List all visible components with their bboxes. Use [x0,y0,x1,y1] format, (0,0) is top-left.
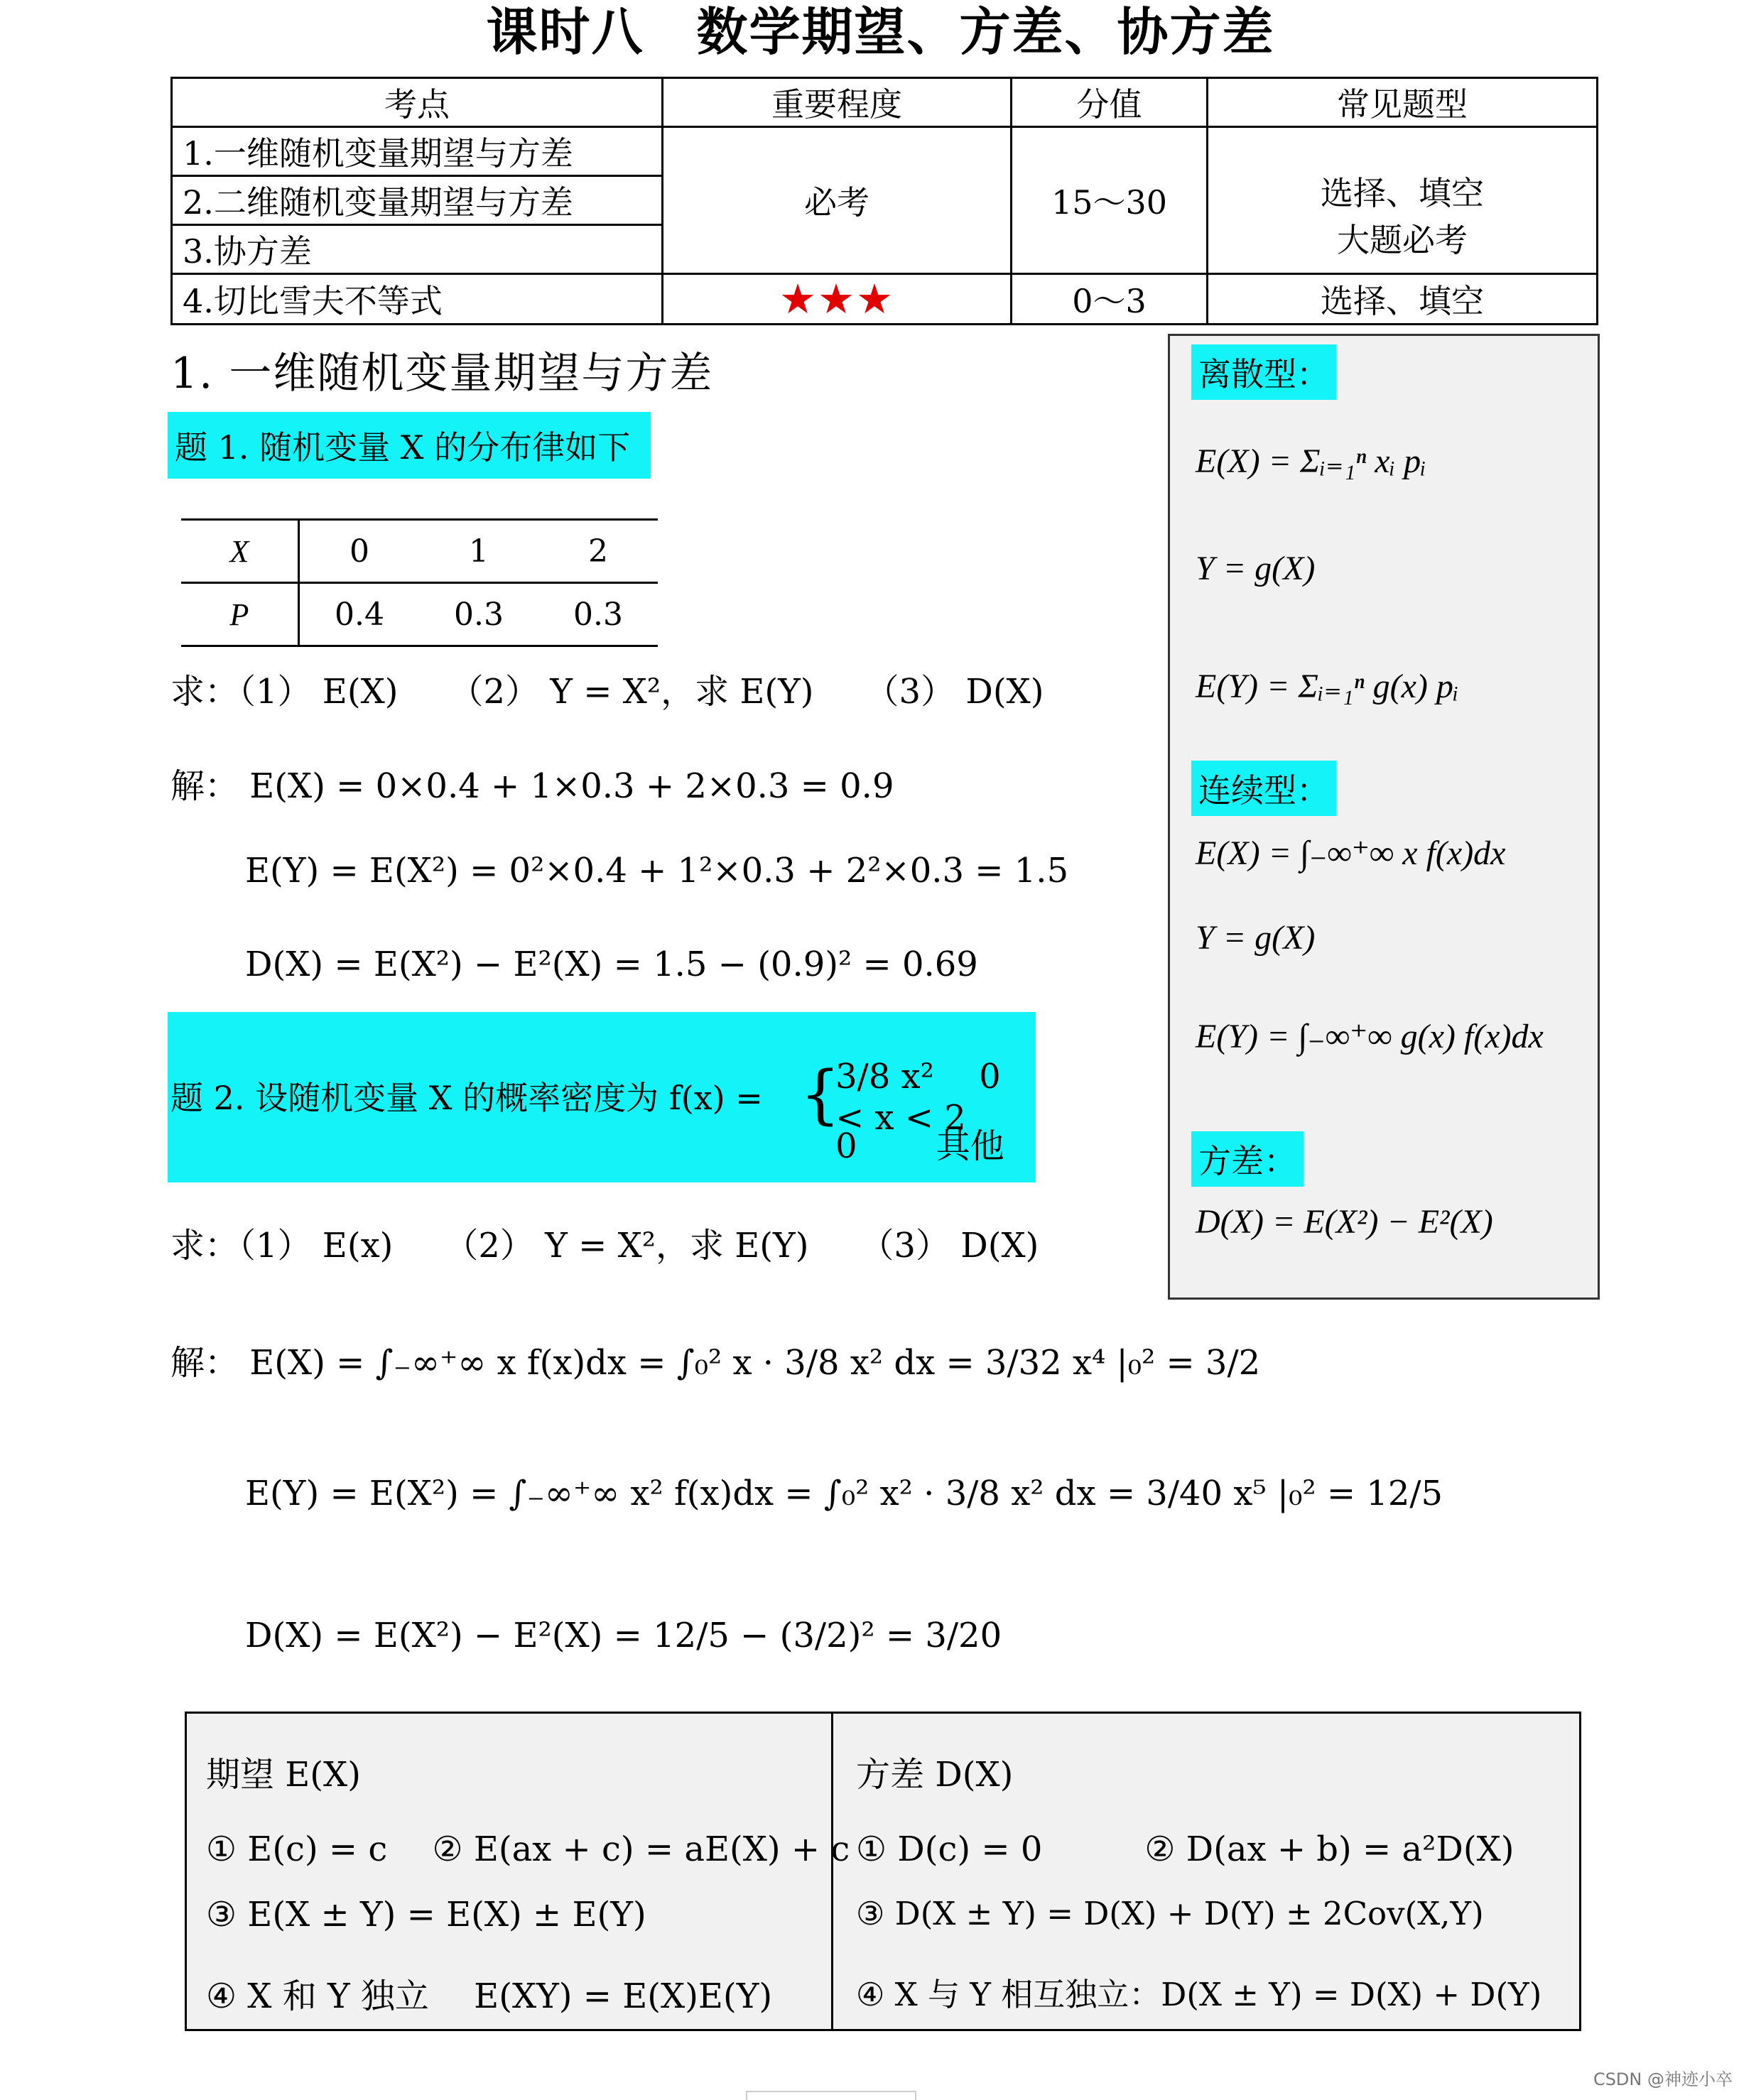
topic-cell: 1.一维随机变量期望与方差 [172,127,663,176]
variance-property: ④ X 与 Y 相互独立：D(X ± Y) = D(X) + D(Y) [856,1976,1542,2013]
discrete-formula-1: E(X) = Σᵢ₌₁ⁿ xᵢ pᵢ [1196,442,1426,480]
table-row [181,583,658,646]
expectation-property: ④ X 和 Y 独立 E(XY) = E(X)E(Y) [206,1976,773,2016]
section-heading: 1. 一维随机变量期望与方差 [170,349,714,398]
expectation-property: ① E(c) = c ② E(ax + c) = aE(X) + c [206,1829,850,1869]
question-1-solution-3: D(X) = E(X²) − E²(X) = 1.5 − (0.9)² = 0.69 [245,945,978,984]
question-2-ask: 求：（1） E(x) （2） Y = X²，求 E(Y) （3） D(X) [170,1226,1039,1266]
expectation-property: ③ E(X ± Y) = E(X) ± E(Y) [206,1895,646,1935]
variance-property: ③ D(X ± Y) = D(X) + D(Y) ± 2Cov(X,Y) [856,1895,1484,1932]
variance-property: ① D(c) = 0 ② D(ax + b) = a²D(X) [856,1829,1515,1869]
table-row [172,78,1598,127]
discrete-formula-3: E(Y) = Σᵢ₌₁ⁿ g(x) pᵢ [1196,668,1459,705]
types-line: 大题必考 [1337,221,1468,259]
expectation-title: 期望 E(X) [206,1755,361,1795]
continuous-formula-2: Y = g(X) [1196,919,1316,957]
page-edge [746,2091,916,2100]
piecewise-brace-icon: { [800,1057,841,1132]
question-1-label: 题 1. 随机变量 X 的分布律如下 [168,412,651,479]
table-cell: 0.4 [299,583,420,646]
variance-formula: D(X) = E(X²) − E²(X) [1196,1203,1493,1241]
importance-cell: 必考 [663,127,1012,274]
properties-divider [831,1712,833,2031]
topic-cell: 2.二维随机变量期望与方差 [172,176,663,225]
continuous-formula-1: E(X) = ∫₋∞⁺∞ x f(x)dx [1196,834,1506,872]
formula-sidebar [1168,334,1600,1300]
topic-cell: 4.切比雪夫不等式 [172,274,663,325]
piecewise-case-1: 3/8 x² 0 < x < 2 [835,1057,1001,1138]
score-cell: 0～3 [1012,274,1208,325]
variance-title: 方差 D(X) [856,1755,1014,1795]
header-cell: 常见题型 [1208,78,1598,127]
question-2-box [168,1012,1036,1182]
table-row [172,127,1598,176]
question-1-ask: 求：（1） E(X) （2） Y = X²，求 E(Y) （3） D(X) [170,672,1044,712]
score-cell: 15～30 [1012,127,1208,274]
discrete-formula-2: Y = g(X) [1196,550,1316,587]
topic-cell: 3.协方差 [172,225,663,274]
table-row [172,274,1598,325]
page-title: 课时八 数学期望、方差、协方差 [486,2,1275,62]
watermark: CSDN @神迹小卒 [1593,2069,1733,2089]
table-cell: 1 [419,520,538,583]
continuous-formula-3: E(Y) = ∫₋∞⁺∞ g(x) f(x)dx [1196,1018,1544,1055]
continuous-tag: 连续型： [1191,761,1336,816]
discrete-tag: 离散型： [1191,344,1336,400]
question-2-label: 题 2. 设随机变量 X 的概率密度为 f(x) = [170,1079,763,1117]
table-cell: 0 [299,520,420,583]
question-1-solution-2: E(Y) = E(X²) = 0²×0.4 + 1²×0.3 + 2²×0.3 = 1.5 [245,851,1069,891]
variance-tag: 方差： [1191,1131,1304,1187]
header-cell: 分值 [1012,78,1208,127]
table-cell: 2 [538,520,658,583]
header-cell: 考点 [172,78,663,127]
table-cell: 0.3 [538,583,658,646]
types-cell [1208,127,1598,274]
table-cell: X [181,520,299,583]
question-2-solution-2: E(Y) = E(X²) = ∫₋∞⁺∞ x² f(x)dx = ∫₀² x² · 3/8 x² dx = 3/40 x⁵ |₀² = 12/5 [245,1474,1443,1513]
table-cell: 0.3 [419,583,538,646]
importance-stars: ★★★ [663,274,1012,325]
question-2-solution-1: 解： E(X) = ∫₋∞⁺∞ x f(x)dx = ∫₀² x · 3/8 x² dx = 3/32 x⁴ |₀² = 3/2 [170,1343,1261,1383]
piecewise-case-2: 0 其他 [835,1126,1004,1166]
overview-table [170,77,1598,325]
header-cell: 重要程度 [663,78,1012,127]
types-line: 选择、填空 [1321,174,1484,212]
distribution-table [181,518,658,647]
types-cell: 选择、填空 [1208,274,1598,325]
table-cell: P [181,583,299,646]
question-1-solution-1: 解： E(X) = 0×0.4 + 1×0.3 + 2×0.3 = 0.9 [170,766,894,806]
table-row [181,520,658,583]
question-2-solution-3: D(X) = E(X²) − E²(X) = 12/5 − (3/2)² = 3/20 [245,1616,1002,1655]
